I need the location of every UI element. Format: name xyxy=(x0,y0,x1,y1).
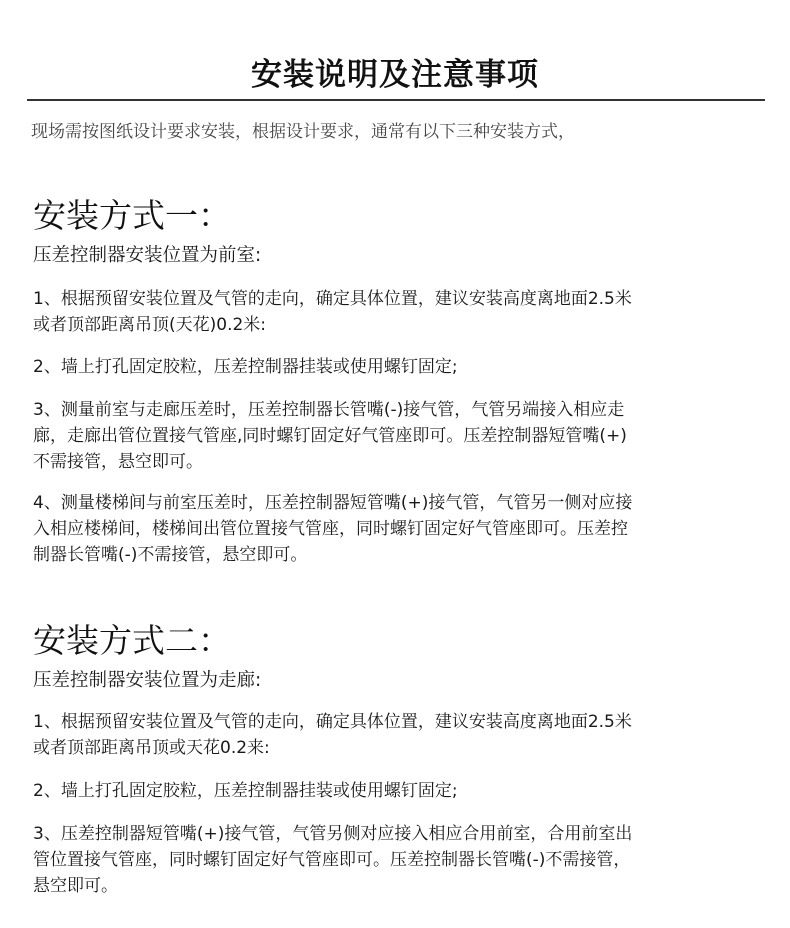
method1-item-1 xyxy=(33,286,763,338)
text-line: 入相应楼梯间，楼梯间出管位置接气管座，同时螺钉固定好气管座即可。压差控 xyxy=(33,519,628,539)
text-line: 廊，走廊出管位置接气管座,同时螺钉固定好气管座即可。压差控制器短管嘴(+) xyxy=(33,426,627,446)
text-line: 1、根据预留安装位置及气管的走向，确定具体位置，建议安装高度离地面2.5米 xyxy=(33,289,632,309)
intro-text: 现场需按图纸设计要求安装，根据设计要求，通常有以下三种安装方式， xyxy=(31,122,575,142)
method2-subtitle: 压差控制器安装位置为走廊: xyxy=(33,670,262,691)
method1-item-3 xyxy=(33,397,763,475)
title-divider xyxy=(27,99,765,101)
text-line: 2、墙上打孔固定胶粒，压差控制器挂装或使用螺钉固定; xyxy=(33,357,458,377)
text-line: 或者顶部距离吊顶(天花)0.2米: xyxy=(33,315,267,335)
method1-subtitle: 压差控制器安装位置为前室: xyxy=(33,245,262,266)
method2-item-1 xyxy=(33,709,763,761)
text-line: 3、测量前室与走廊压差时，压差控制器长管嘴(-)接气管，气管另端接入相应走 xyxy=(33,400,625,420)
method2-heading: 安装方式二： xyxy=(33,621,231,660)
text-line: 4、测量楼梯间与前室压差时，压差控制器短管嘴(+)接气管，气管另一侧对应接 xyxy=(33,493,633,513)
text-line: 1、根据预留安装位置及气管的走向，确定具体位置，建议安装高度离地面2.5米 xyxy=(33,712,632,732)
text-line: 制器长管嘴(-)不需接管，悬空即可。 xyxy=(33,545,308,565)
page-title: 安装说明及注意事项 xyxy=(251,57,539,93)
method2-item-3 xyxy=(33,821,763,899)
method1-heading: 安装方式一： xyxy=(33,196,231,235)
method1-item-2 xyxy=(33,354,763,380)
method1-item-4 xyxy=(33,490,763,568)
text-line: 2、墙上打孔固定胶粒，压差控制器挂装或使用螺钉固定; xyxy=(33,781,458,801)
text-line: 悬空即可。 xyxy=(33,876,118,896)
text-line: 3、压差控制器短管嘴(+)接气管，气管另侧对应接入相应合用前室，合用前室出 xyxy=(33,824,633,844)
method2-item-2 xyxy=(33,778,763,804)
text-line: 管位置接气管座，同时螺钉固定好气管座即可。压差控制器长管嘴(-)不需接管， xyxy=(33,850,631,870)
text-line: 或者顶部距离吊顶或天花0.2来: xyxy=(33,738,270,758)
text-line: 不需接管，悬空即可。 xyxy=(33,452,203,472)
